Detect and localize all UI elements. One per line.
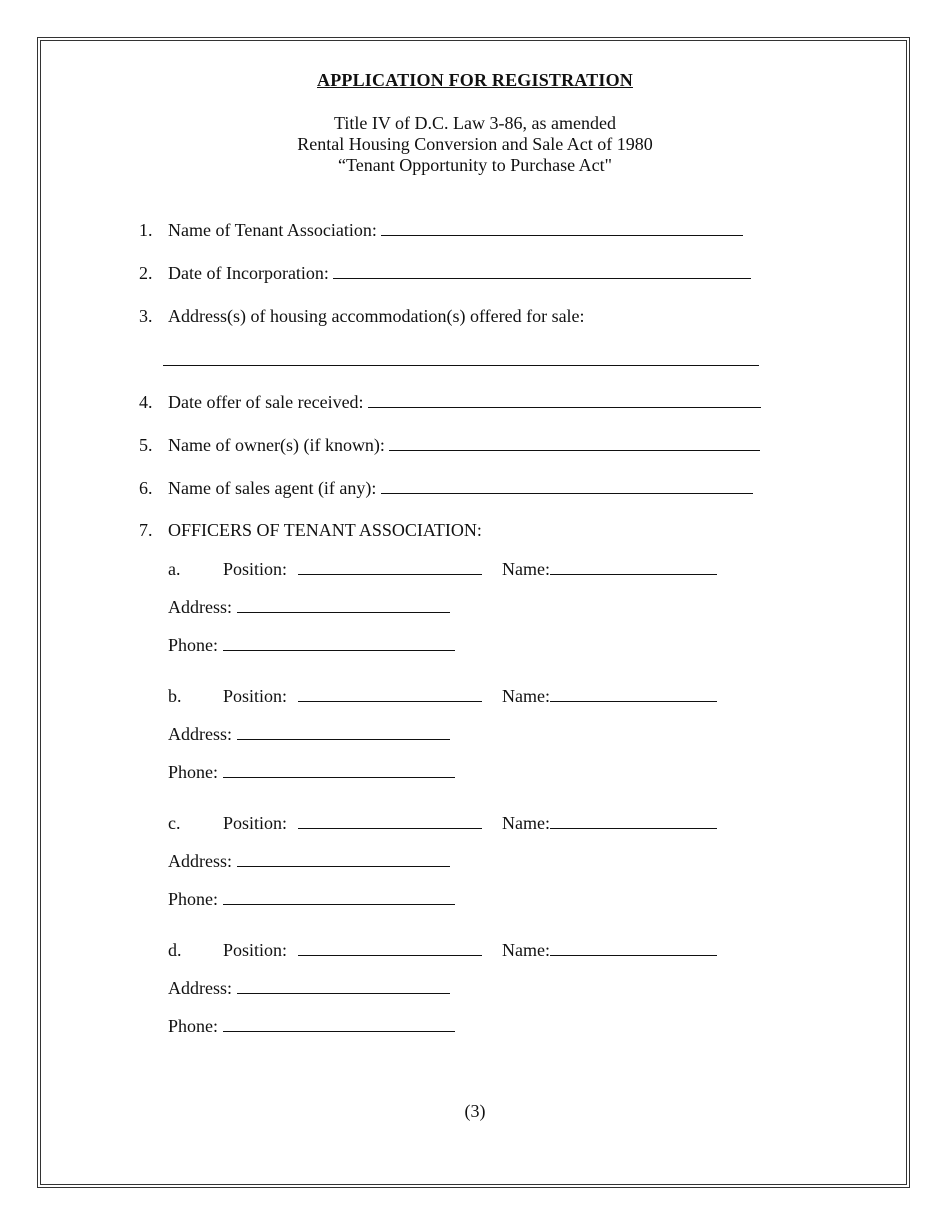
position-label: Position:: [223, 813, 288, 833]
item-label: Date of Incorporation:: [168, 263, 329, 283]
position-label: Position:: [223, 559, 288, 579]
owner-name-row: [168, 435, 760, 456]
item-label: Address(s) of housing accommodation(s) offered for sale:: [168, 306, 585, 326]
address-label: Address:: [168, 597, 232, 617]
item-number: 7.: [139, 520, 153, 540]
tenant-association-name-field[interactable]: [381, 221, 743, 236]
subtitle-line-2: Rental Housing Conversion and Sale Act of 1980: [297, 134, 653, 154]
officer-c-address-field[interactable]: [237, 852, 450, 867]
officer-d-position-field[interactable]: [298, 941, 482, 956]
form-title: APPLICATION FOR REGISTRATION: [317, 70, 633, 90]
item-label: Name of owner(s) (if known):: [168, 435, 385, 455]
officer-b-position-field[interactable]: [298, 687, 482, 702]
item-label: Name of Tenant Association:: [168, 220, 377, 240]
officer-c-phone-field[interactable]: [223, 890, 455, 905]
subtitle-line-1: Title IV of D.C. Law 3-86, as amended: [334, 113, 616, 133]
address-label: Address:: [168, 978, 232, 998]
officer-d-phone-field[interactable]: [223, 1017, 455, 1032]
officer-a-name-field[interactable]: [550, 560, 717, 575]
officer-d-address-row: [168, 978, 450, 999]
officer-d-address-field[interactable]: [237, 979, 450, 994]
officer-c-position-field[interactable]: [298, 814, 482, 829]
officer-c-position-row: [223, 813, 482, 834]
item-label: Name of sales agent (if any):: [168, 478, 377, 498]
subtitle-line-3: “Tenant Opportunity to Purchase Act": [337, 155, 613, 175]
officer-a-address-field[interactable]: [237, 598, 450, 613]
officer-letter: a.: [168, 559, 181, 579]
offer-date-row: [168, 392, 761, 413]
page-number: (3): [464, 1101, 486, 1121]
officer-d-name-field[interactable]: [550, 941, 717, 956]
name-label: Name:: [502, 559, 550, 579]
officer-d-name-row: [502, 940, 717, 961]
officer-a-address-row: [168, 597, 450, 618]
address-label: Address:: [168, 724, 232, 744]
officer-d-phone-row: [168, 1016, 455, 1037]
address-label: Address:: [168, 851, 232, 871]
name-label: Name:: [502, 686, 550, 706]
officer-c-address-row: [168, 851, 450, 872]
officer-a-name-row: [502, 559, 717, 580]
officer-letter: c.: [168, 813, 181, 833]
officer-letter: d.: [168, 940, 182, 960]
officer-letter: b.: [168, 686, 182, 706]
tenant-association-name-row: [168, 220, 743, 241]
owner-name-field[interactable]: [389, 436, 760, 451]
sales-agent-row: [168, 478, 753, 499]
officer-b-phone-row: [168, 762, 455, 783]
phone-label: Phone:: [168, 889, 219, 909]
name-label: Name:: [502, 940, 550, 960]
officer-c-name-field[interactable]: [550, 814, 717, 829]
officer-a-phone-row: [168, 635, 455, 656]
officer-b-name-field[interactable]: [550, 687, 717, 702]
section-heading: OFFICERS OF TENANT ASSOCIATION:: [168, 520, 482, 540]
item-label: Date offer of sale received:: [168, 392, 364, 412]
position-label: Position:: [223, 940, 288, 960]
phone-label: Phone:: [168, 762, 219, 782]
sales-agent-field[interactable]: [381, 479, 753, 494]
officer-d-position-row: [223, 940, 482, 961]
officer-b-phone-field[interactable]: [223, 763, 455, 778]
item-number: 2.: [139, 263, 153, 283]
officer-c-name-row: [502, 813, 717, 834]
incorporation-date-row: [168, 263, 751, 284]
officer-b-address-field[interactable]: [237, 725, 450, 740]
phone-label: Phone:: [168, 1016, 219, 1036]
housing-address-field[interactable]: [163, 351, 759, 366]
officer-b-position-row: [223, 686, 482, 707]
officer-a-position-field[interactable]: [298, 560, 482, 575]
item-number: 5.: [139, 435, 153, 455]
officer-b-address-row: [168, 724, 450, 745]
housing-address-row: [163, 350, 759, 371]
item-number: 6.: [139, 478, 153, 498]
phone-label: Phone:: [168, 635, 219, 655]
item-number: 4.: [139, 392, 153, 412]
position-label: Position:: [223, 686, 288, 706]
item-number: 1.: [139, 220, 153, 240]
offer-date-field[interactable]: [368, 393, 761, 408]
name-label: Name:: [502, 813, 550, 833]
officer-c-phone-row: [168, 889, 455, 910]
incorporation-date-field[interactable]: [333, 264, 751, 279]
officer-b-name-row: [502, 686, 717, 707]
officer-a-phone-field[interactable]: [223, 636, 455, 651]
item-number: 3.: [139, 306, 153, 326]
officer-a-position-row: [223, 559, 482, 580]
